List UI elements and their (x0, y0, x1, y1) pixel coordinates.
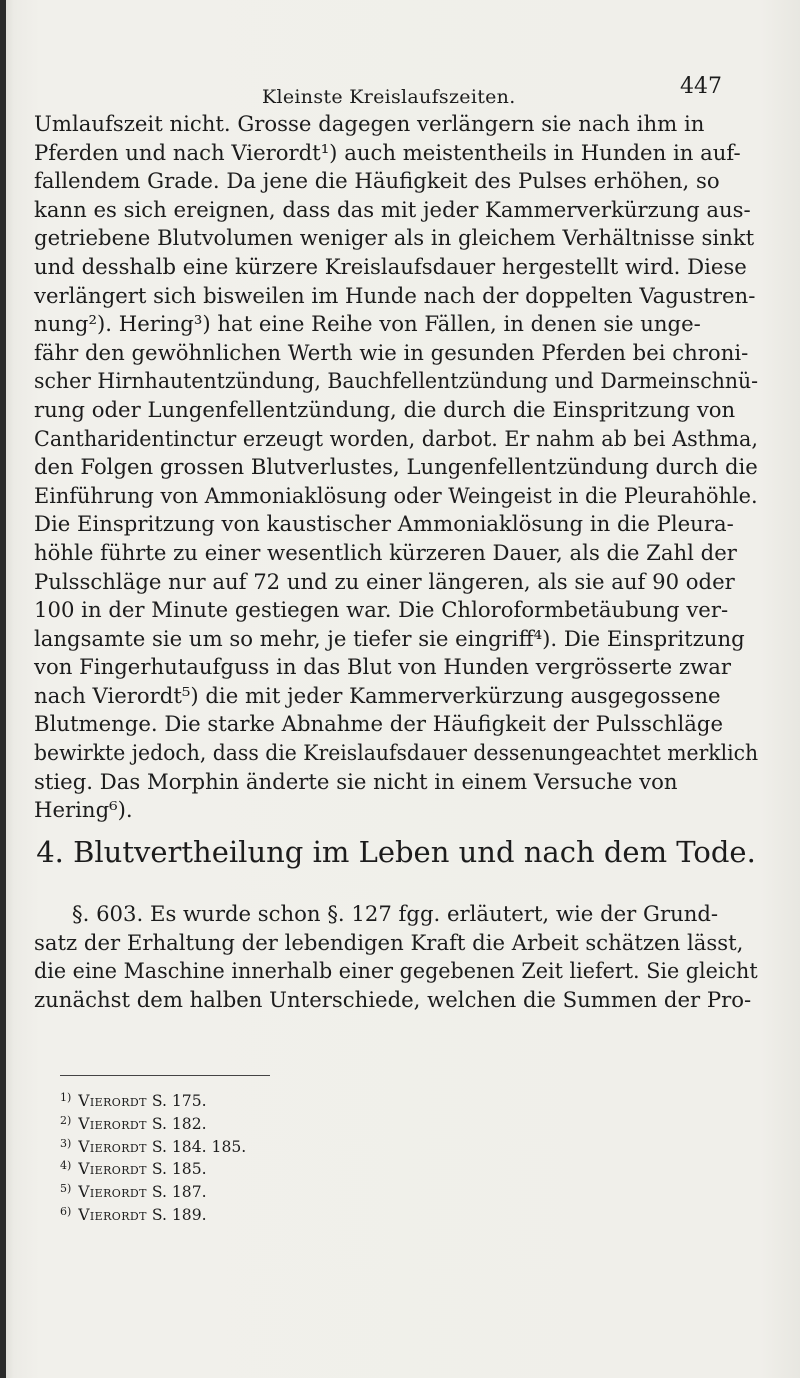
footnote-ref: S. 184. 185. (151, 1137, 247, 1156)
footnote-ref: S. 185. (151, 1160, 207, 1179)
footnote-mark: 2) (60, 1113, 72, 1127)
footnote-author: Vierordt (78, 1092, 147, 1110)
text-line: nung²). Hering³) hat eine Reihe von Fällen, in denen sie unge- (34, 311, 701, 337)
text-line: kann es sich ereignen, dass das mit jeder Kammerverkürzung aus- (34, 196, 751, 222)
text-line: die eine Maschine innerhalb einer gegebenen Zeit liefert. Sie gleicht (34, 958, 758, 984)
text-line: rung oder Lungenfellentzündung, die durch die Einspritzung von (34, 396, 736, 422)
section-heading: 4. Blutvertheilung im Leben und nach dem Tode. (36, 835, 756, 869)
text-line: Cantharidentinctur erzeugt worden, darbot. Er nahm ab bei Asthma, (34, 425, 758, 451)
text-line: Pulsschläge nur auf 72 und zu einer längeren, als sie auf 90 oder (34, 568, 735, 594)
running-title: Kleinste Kreislaufszeiten. (262, 86, 516, 108)
text-line: Blutmenge. Die starke Abnahme der Häufigkeit der Pulsschläge (34, 711, 724, 737)
text-line: 100 in der Minute gestiegen war. Die Chloroformbetäubung ver- (34, 597, 729, 623)
text-line: satz der Erhaltung der lebendigen Kraft die Arbeit schätzen lässt, (34, 929, 744, 955)
paragraph-continuation (34, 110, 758, 825)
footnote-ref: S. 187. (151, 1183, 207, 1202)
text-line: Umlaufszeit nicht. Grosse dagegen verlängern sie nach ihm in (34, 111, 705, 136)
text-line: nach Vierordt⁵) die mit jeder Kammerverkürzung ausgegossene (34, 682, 721, 708)
footnote-author: Vierordt (78, 1160, 147, 1179)
footnote-author: Vierordt (78, 1205, 147, 1224)
page-binding-edge (0, 0, 6, 1378)
text-line: fähr den gewöhnlichen Werth wie in gesunden Pferden bei chroni- (34, 339, 749, 365)
text-line: bewirkte jedoch, dass die Kreislaufsdauer dessenungeachtet merklich (34, 740, 759, 766)
page-number: 447 (680, 74, 722, 99)
text-line: zunächst dem halben Unterschiede, welchen die Summen der Pro- (34, 986, 752, 1012)
footnote-mark: 1) (60, 1091, 72, 1104)
footnote-divider (60, 1075, 270, 1076)
text-line: stieg. Das Morphin änderte sie nicht in einem Versuche von (34, 768, 678, 794)
text-line: Einführung von Ammoniaklösung oder Weingeist in die Pleurahöhle. (34, 482, 758, 508)
text-line: getriebene Blutvolumen weniger als in gleichem Verhältnisse sinkt (34, 225, 755, 251)
footnote-mark: 4) (60, 1159, 72, 1173)
footnote-mark: 6) (60, 1204, 72, 1218)
text-line: verlängert sich bisweilen im Hunde nach der doppelten Vagustren- (34, 282, 756, 308)
footnote-author: Vierordt (78, 1114, 147, 1133)
text-line: scher Hirnhautentzündung, Bauchfellentzündung und Darmeinschnü- (34, 368, 759, 394)
page-header (0, 68, 800, 108)
footnote (60, 1133, 246, 1156)
footnote (60, 1178, 246, 1201)
text-line: Hering⁶). (34, 797, 133, 823)
text-line: höhle führte zu einer wesentlich kürzeren Dauer, als die Zahl der (34, 539, 737, 565)
footnote-ref: S. 189. (151, 1205, 207, 1224)
footnote (60, 1201, 246, 1224)
paragraph-section-603 (34, 900, 758, 1014)
text-line: Pferden und nach Vierordt¹) auch meistentheils in Hunden in auf- (34, 139, 741, 165)
text-line: und desshalb eine kürzere Kreislaufsdauer hergestellt wird. Diese (34, 253, 747, 279)
text-line: von Fingerhutaufguss in das Blut von Hunden vergrösserte zwar (34, 654, 731, 680)
footnote-author: Vierordt (78, 1183, 147, 1202)
text-line: langsamte sie um so mehr, je tiefer sie eingriff⁴). Die Einspritzung (34, 625, 745, 651)
footnote-author: Vierordt (78, 1137, 147, 1156)
footnote (60, 1087, 246, 1110)
text-line: fallendem Grade. Da jene die Häufigkeit des Pulses erhöhen, so (34, 168, 720, 194)
footnote-ref: S. 175. (151, 1092, 207, 1110)
text-line: Die Einspritzung von kaustischer Ammoniaklösung in die Pleura- (34, 511, 734, 537)
text-line: den Folgen grossen Blutverlustes, Lungenfellentzündung durch die (34, 454, 758, 480)
footnote-mark: 5) (60, 1182, 72, 1196)
text-line: §. 603. Es wurde schon §. 127 fgg. erläutert, wie der Grund- (72, 901, 719, 926)
footnote-mark: 3) (60, 1136, 72, 1150)
footnote-ref: S. 182. (151, 1114, 207, 1133)
footnote (60, 1155, 246, 1178)
footnote (60, 1110, 246, 1133)
footnotes (60, 1087, 246, 1224)
